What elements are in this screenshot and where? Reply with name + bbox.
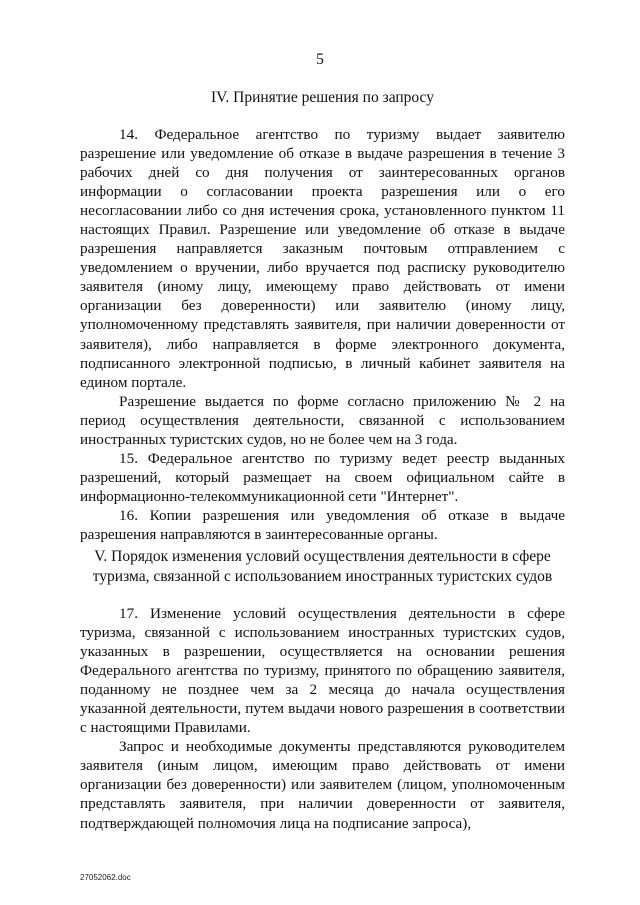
section-5-body: [80, 604, 565, 833]
section-4-body: [80, 125, 565, 544]
paragraph-16: 16. Копии разрешения или уведомления об отказе в выдаче разрешения направляются в заинтересованные органы.: [80, 506, 565, 543]
paragraph-15: 15. Федеральное агентство по туризму ведет реестр выданных разрешений, который размещает на своем официальном сайте в информационно-телекоммуникационной сети "Интернет".: [80, 449, 565, 505]
paragraph-14: 14. Федеральное агентство по туризму выдает заявителю разрешение или уведомление об отказе в выдаче разрешения в течение 3 рабочих дней со дня получения от заинтересованных органов информации о согласовании проекта разрешения или о его несогласовании либо со дня истечения срока, установленного пунктом 11 настоящих Правил. Разрешение или уведомление об отказе в выдаче разрешения направляется заказным почтовым отправлением с уведомлением о вручении, либо вручается под расписку руководителю заявителя (иному лицу, имеющему право действовать от имени организации без доверенности) или заявителю (иному лицу, уполномоченному представлять заявителя, при наличии доверенности от заявителя), либо направляется в форме электронного документа, подписанного электронной подписью, в личный кабинет заявителя на едином портале.: [80, 126, 565, 391]
paragraph-request-documents: Запрос и необходимые документы представляются руководителем заявителя (иным лицом, имеющим право действовать от имени организации без доверенности) или заявителем (лицом, уполномоченным представлять заявителя, при наличии доверенности от заявителя, подтверждающей полномочия лица на подписание запроса),: [80, 738, 565, 832]
section-4-heading: IV. Принятие решения по запросу: [211, 89, 434, 106]
section-5-heading: V. Порядок изменения условий осуществления деятельности в сфере туризма, связанной с использованием иностранных туристских судов: [92, 548, 553, 585]
paragraph-permit-form: Разрешение выдается по форме согласно приложению № 2 на период осуществления деятельности, связанной с использованием иностранных туристских судов, но не более чем на 3 года.: [80, 392, 565, 448]
page-number: 5: [316, 51, 324, 68]
document-file-code: 27052062.doc: [80, 873, 131, 882]
paragraph-17: 17. Изменение условий осуществления деятельности в сфере туризма, связанной с использованием иностранных туристских судов, указанных в разрешении, осуществляется на основании решения Федерального агентства по туризму, принятого по обращению заявителя, поданному не позднее чем за 2 месяца до начала осуществления указанной деятельности, путем выдачи нового разрешения в соответствии с настоящими Правилами.: [80, 605, 565, 737]
